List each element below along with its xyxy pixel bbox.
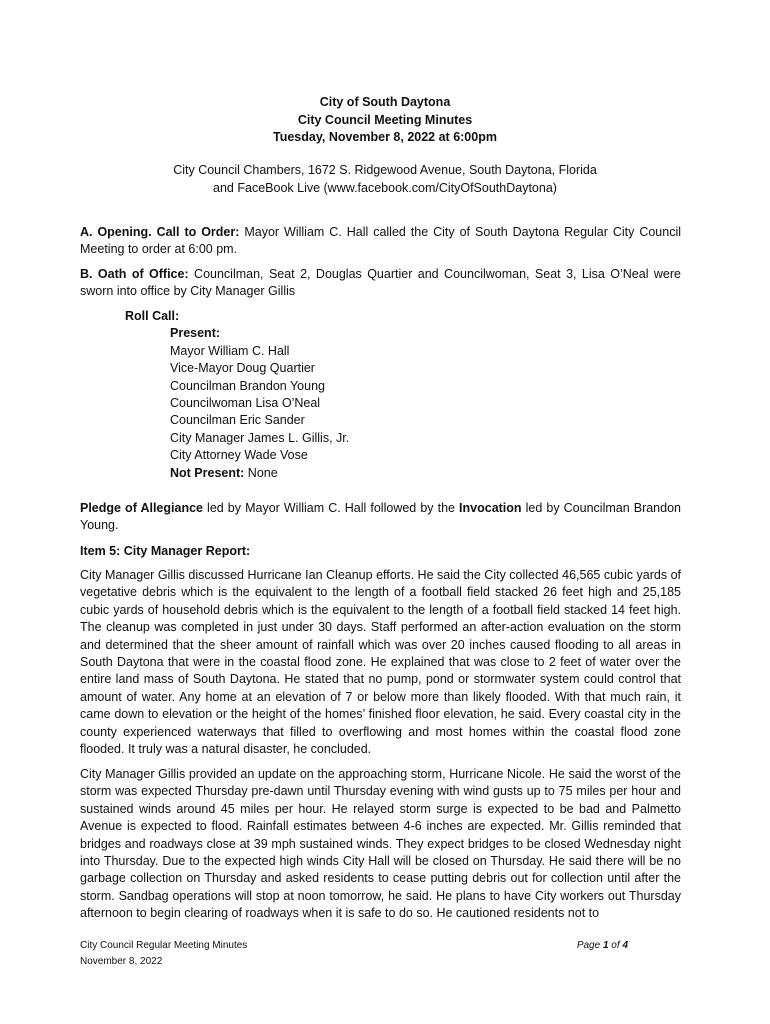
item5-paragraph-2: City Manager Gillis provided an update on the approaching storm, Hurricane Nicole. He said the worst of the storm was expected Thursday pre-dawn until Thursday evening with wind gusts up to 75 miles per hour and sustained winds around 45 miles per hour. He relayed storm surge is expected to be bad and Palmetto Avenue is expected to flood. Rainfall estimates between 4-6 inches are expected. Mr. Gillis reminded that bridges and roadways close at 39 mph sustained winds. They expect bridges to be closed Wednesday night into Thursday. Due to the expected high winds City Hall will be closed on Thursday. He said there will be no garbage collection on Thursday and asked residents to cease putting debris out for collection until after the storm. Sandbag operations will stop at noon tomorrow, he said. He plans to have City workers out Thursday afternoon to begin clearing of roadways when it is safe to do so. He cautioned residents not to — [80, 767, 681, 921]
present-label: Present: — [170, 326, 221, 341]
city-name: City of South Daytona — [319, 95, 451, 109]
pledge-label: Pledge of Allegiance — [80, 501, 203, 515]
attendee: City Attorney Wade Vose — [170, 448, 308, 463]
pledge-section — [80, 500, 681, 535]
attendee: Councilman Brandon Young — [170, 378, 325, 393]
not-present-label: Not Present: — [170, 465, 245, 480]
pledge-text-2: led by Councilman Brandon Young. — [80, 501, 681, 533]
page-of: of — [608, 940, 623, 951]
location-line-1: City Council Chambers, 1672 S. Ridgewood Avenue, South Daytona, Florida — [173, 163, 597, 177]
document-header — [0, 94, 770, 147]
footer-date: November 8, 2022 — [80, 956, 163, 967]
attendee: Mayor William C. Hall — [170, 343, 290, 358]
page-prefix: Page — [576, 940, 603, 951]
item5-label: Item 5: City Manager Report: — [80, 544, 251, 558]
roll-call-label: Roll Call: — [125, 309, 180, 323]
page-number — [577, 938, 628, 954]
roll-call — [125, 308, 349, 482]
opening-text: Mayor William C. Hall called the City of South Daytona Regular City Council Meeting to order at 6:00 pm. — [80, 225, 682, 257]
footer-doc-title: City Council Regular Meeting Minutes — [80, 940, 248, 951]
meeting-location — [0, 162, 770, 197]
page-footer — [80, 938, 628, 970]
oath-text: Councilman, Seat 2, Douglas Quartier and Councilwoman, Seat 3, Lisa O’Neal were sworn into office by City Manager Gillis — [80, 267, 681, 299]
attendee: Councilwoman Lisa O’Neal — [170, 396, 321, 411]
invocation-label: Invocation — [459, 501, 522, 515]
attendee-list — [170, 325, 349, 482]
attendee: Vice-Mayor Doug Quartier — [170, 361, 315, 376]
not-present-value: None — [244, 465, 278, 480]
meeting-date: Tuesday, November 8, 2022 at 6:00pm — [273, 130, 497, 144]
oath-label: B. Oath of Office: — [80, 267, 189, 281]
item5-paragraph-1: City Manager Gillis discussed Hurricane Ian Cleanup efforts. He said the City collected 46,565 cubic yards of vegetative debris which is the equivalent to the length of a football field stacked 26 feet high and 25,185 cubic yards of household debris which is the equivalent to the length of a football field stacked 14 feet high. The cleanup was completed in just under 30 days. Staff performed an after-action evaluation on the storm and determined that the sheer amount of rainfall which was over 20 inches caused flooding to all areas in South Daytona that were in the coastal flood zone. He explained that was close to 2 feet of water over the entire land mass of South Daytona. He stated that no pump, pond or stormwater system could control that amount of water. Any home at an elevation of 7 or below more than likely flooded. With that much rain, it came down to elevation or the height of the homes’ finished floor elevation, he said. Every coastal city in the county experienced waterways that filled to overflowing and most homes within the coastal flood zone flooded. It truly was a natural disaster, he concluded. — [80, 568, 681, 757]
location-line-2: and FaceBook Live (www.facebook.com/CityOfSouthDaytona) — [213, 180, 557, 195]
oath-section — [80, 266, 681, 301]
page-current: 1 — [602, 940, 609, 951]
document-title: City Council Meeting Minutes — [297, 112, 473, 127]
attendee: Councilman Eric Sander — [170, 413, 305, 428]
pledge-text-1: led by Mayor William C. Hall followed by the — [202, 501, 460, 515]
attendee: City Manager James L. Gillis, Jr. — [170, 430, 350, 445]
item5-heading — [80, 543, 681, 560]
page-total: 4 — [622, 940, 628, 951]
opening-label: A. Opening. Call to Order: — [80, 225, 240, 239]
opening-section — [80, 224, 681, 259]
